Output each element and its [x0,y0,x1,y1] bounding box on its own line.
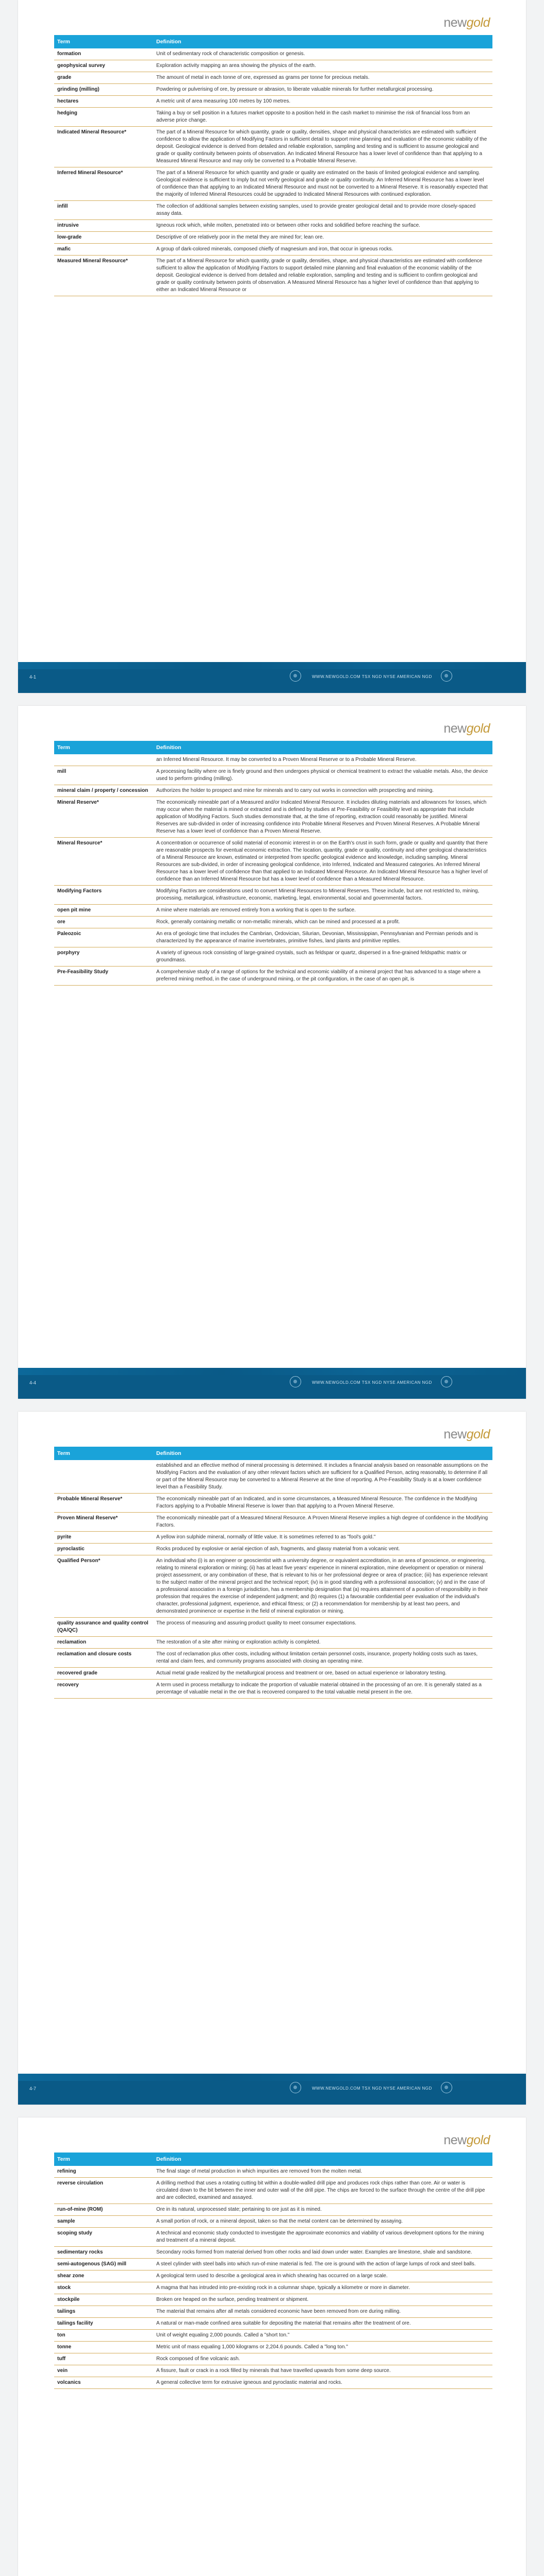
page-footer [18,662,526,693]
glossary-definition: Taking a buy or sell position in a futures market opposite to a position held in the cash market to minimise the risk of financial loss from an adverse price change. [156,110,470,123]
glossary-row [54,60,492,72]
footer-wave-decoration [18,2074,526,2081]
glossary-term: porphyry [57,950,80,956]
glossary-row [54,48,492,60]
glossary-definition: The process of measuring and assuring product quality to meet consumer expectations. [156,1620,356,1626]
glossary-term: mineral claim / property / concession [57,788,149,793]
table-body [54,48,492,296]
glossary-row [54,2178,492,2204]
glossary-definition: A geological term used to describe a geological area in which shearing has occurred on a large scale. [156,2273,388,2279]
glossary-definition: an Inferred Mineral Resource. It may be converted to a Proven Mineral Reserve or to a Probable Mineral Reserve. [156,757,417,762]
glossary-term: Probable Mineral Reserve* [57,1496,123,1502]
glossary-row [54,108,492,127]
glossary-term: grade [57,75,72,80]
glossary-term: reclamation [57,1639,87,1645]
glossary-row [54,766,492,785]
glossary-row [54,797,492,838]
glossary-definition: A variety of igneous rock consisting of large-grained crystals, such as feldspar or quartz, dispersed in a fine-grained feldspathic matrix or groundmass. [156,950,467,963]
glossary-term: tailings [57,2309,76,2314]
glossary-term: vein [57,2368,68,2374]
glossary-row [54,1544,492,1555]
glossary-row [54,838,492,886]
glossary-term: stock [57,2285,71,2291]
document-page-1 [18,0,526,693]
glossary-row [54,2216,492,2228]
glossary-term: pyrite [57,1534,72,1540]
footer-url: WWW.NEWGOLD.COM TSX NGD NYSE AMERICAN NGD [312,2086,432,2091]
glossary-definition: Broken ore heaped on the surface, pending treatment or shipment. [156,2297,309,2302]
glossary-row [54,2247,492,2259]
glossary-definition: Metric unit of mass equaling 1,000 kilograms or 2,204.6 pounds. Called a "long ton." [156,2344,348,2350]
glossary-definition: A concentration or occurrence of solid material of economic interest in or on the Earth's crust in such form, grade or quality and quantity that there are reasonable prospects for eventual economic extraction. The location, quantity, grade or quality, continuity and other geological characteristics of a Mineral Resource are known, estimated or interpreted from specific geological evidence and knowledge, including sampling. Mineral Resources are sub-divided, in order of increasing geological confidence, into Inferred, Indicated and Measured categories. An Inferred Mineral Resource has a lower level of confidence than that applied to an Indicated Mineral Resource. An Indicated Mineral Resource has a higher level of confidence than an Inferred Mineral Resource but has a lower level of confidence than a Measured Mineral Resource. [156,840,488,882]
glossary-definition: A comprehensive study of a range of options for the technical and economic viability of a mineral project that has advanced to a stage where a preferred mining method, in the case of underground mining, or the pit configuration, in the case of an open pit, is [156,969,481,982]
glossary-term: reverse circulation [57,2180,103,2186]
glossary-term: open pit mine [57,907,91,913]
page-number: 4-1 [29,674,37,680]
glossary-term: stockpile [57,2297,80,2302]
header-term: Term [57,744,70,751]
glossary-row [54,84,492,96]
glossary-table [54,2153,492,2389]
glossary-row [54,96,492,108]
glossary-term: semi-autogenous (SAG) mill [57,2261,126,2267]
glossary-definition: A mine where materials are removed entirely from a working that is open to the surface. [156,907,356,913]
glossary-term: pyroclastic [57,1546,85,1552]
glossary-row [54,127,492,167]
header-term: Term [57,1450,70,1456]
glossary-definition: A general collective term for extrusive igneous and pyroclastic material and rocks. [156,2380,342,2385]
glossary-definition: A magma that has intruded into pre-existing rock in a columnar shape, typically a kilometre or more in diameter. [156,2285,410,2291]
footer-url: WWW.NEWGOLD.COM TSX NGD NYSE AMERICAN NGD [312,1380,432,1385]
glossary-definition: Modifying Factors are considerations used to convert Mineral Resources to Mineral Reserves. These include, but are not restricted to, mining, processing, metallurgical, infrastructure, economic, marketing, legal, environmental, social and governmental factors. [156,888,480,901]
glossary-term: Pre-Feasibility Study [57,969,108,975]
table-header [54,2153,492,2166]
glossary-definition: A natural or man-made confined area suitable for depositing the material that remains after the treatment of ore. [156,2320,411,2326]
glossary-row [54,2306,492,2318]
glossary-row [54,244,492,256]
page-footer [18,1368,526,1399]
glossary-term: geophysical survey [57,63,105,69]
table-header [54,1447,492,1460]
table-body [54,1460,492,1699]
glossary-term: tailings facility [57,2320,93,2326]
glossary-row [54,1460,492,1494]
glossary-term: mafic [57,246,71,252]
glossary-term: ton [57,2332,65,2338]
glossary-definition: A yellow iron sulphide mineral, normally of little value. It is sometimes referred to as "fool's gold." [156,1534,376,1540]
glossary-row [54,1513,492,1532]
glossary-term: Indicated Mineral Resource* [57,129,126,135]
glossary-term: hedging [57,110,77,116]
glossary-term: recovered grade [57,1670,97,1676]
glossary-term: Qualified Person* [57,1558,101,1564]
glossary-term: intrusive [57,223,79,228]
glossary-term: refining [57,2168,76,2174]
glossary-row [54,1532,492,1544]
glossary-definition: A small portion of rock, or a mineral deposit, taken so that the metal content can be determined by assaying. [156,2218,403,2224]
glossary-row [54,754,492,766]
glossary-row [54,2342,492,2353]
document-page-3 [18,1412,526,2105]
glossary-definition: The part of a Mineral Resource for which quantity, grade or quality, densities, shape and physical characteristics are estimated with sufficient confidence to allow the application of Modifying Factors in sufficient detail to support mine planning and evaluation of the economic viability of the deposit. Geological evidence is derived from detailed and reliable exploration, sampling and testing and is sufficient to assume geological and grade or quality continuity between points of observation. An Indicated Mineral Resource has a lower level of confidence than that applying to a Measured Mineral Resource and may only be converted to a Probable Mineral Reserve. [156,129,487,164]
glossary-row [54,201,492,220]
glossary-term: tonne [57,2344,72,2350]
glossary-row [54,785,492,797]
glossary-definition: Powdering or pulverising of ore, by pressure or abrasion, to liberate valuable minerals for further metallurgical processing. [156,87,434,92]
header-term: Term [57,2156,70,2162]
decorative-circle-icon [441,2082,452,2093]
newgold-logo: newgold [443,15,490,30]
header-definition: Definition [156,2156,182,2162]
glossary-term: quality assurance and quality control (QA/QC) [57,1620,149,1633]
glossary-term: Inferred Mineral Resource* [57,170,123,176]
newgold-logo: newgold [443,1427,490,1442]
newgold-logo: newgold [443,2133,490,2147]
document-page-2 [18,706,526,1399]
glossary-row [54,2259,492,2270]
glossary-row [54,1680,492,1699]
glossary-definition: Secondary rocks formed from material derived from other rocks and laid down under water. Examples are limestone, shale and sandstone. [156,2249,472,2255]
glossary-definition: The economically mineable part of an Indicated, and in some circumstances, a Measured Mineral Resource. The confidence in the Modifying Factors applying to a Probable Mineral Reserve is lower than that applying to a Proven Mineral Reserve. [156,1496,477,1509]
page-footer [18,2074,526,2105]
glossary-row [54,2330,492,2342]
glossary-definition: A group of dark-colored minerals, composed chiefly of magnesium and iron, that occur in igneous rocks. [156,246,393,252]
glossary-row [54,2365,492,2377]
glossary-definition: A term used in process metallurgy to indicate the proportion of valuable material obtained in the processing of an ore. It is generally stated as a percentage of valuable metal in the ore that is recovered compared to the total valuable metal present in the ore. [156,1682,482,1695]
table-body [54,754,492,986]
header-definition: Definition [156,39,182,45]
glossary-term: ore [57,919,65,925]
glossary-row [54,2270,492,2282]
glossary-row [54,967,492,986]
glossary-term: tuff [57,2356,66,2362]
newgold-logo: newgold [443,721,490,736]
page-number: 4-7 [29,2086,37,2091]
footer-wave-decoration [18,1368,526,1375]
glossary-term: Measured Mineral Resource* [57,258,128,264]
glossary-row [54,232,492,244]
glossary-row [54,2353,492,2365]
glossary-row [54,2228,492,2247]
glossary-term: grinding (milling) [57,87,100,92]
header-term: Term [57,39,70,45]
glossary-definition: Unit of weight equaling 2,000 pounds. Called a "short ton." [156,2332,290,2338]
glossary-definition: An era of geologic time that includes the Cambrian, Ordovician, Silurian, Devonian, Mississippian, Pennsylvanian and Permian periods and is characterized by the appearance of marine invertebrates, primitive fishes, land plants and primitive reptiles. [156,931,479,944]
glossary-definition: established and an effective method of mineral processing is determined. It includes a financial analysis based on reasonable assumptions on the Modifying Factors and the evaluation of any other relevant factors which are sufficient for a Qualified Person, acting reasonably, to determine if all or part of the Mineral Resource may be converted to a Mineral Reserve at the time of reporting. A Pre-Feasibility Study is at a lower confidence level than a Feasibility Study. [156,1463,488,1490]
glossary-term: recovery [57,1682,79,1688]
glossary-definition: The economically mineable part of a Measured and/or Indicated Mineral Resource. It includes diluting materials and allowances for losses, which may occur when the material is mined or extracted and is defined by studies at Pre-Feasibility or Feasibility level as appropriate that include application of Modifying Factors. Such studies demonstrate that, at the time of reporting, extraction could reasonably be justified. Mineral Reserves are sub-divided in order of increasing confidence into Probable Mineral Reserves and Proven Mineral Reserves. A Probable Mineral Reserve has a lower level of confidence than a Proven Mineral Reserve. [156,800,487,834]
glossary-term: run-of-mine (ROM) [57,2207,103,2212]
glossary-definition: Igneous rock which, while molten, penetrated into or between other rocks and solidified before reaching the surface. [156,223,420,228]
glossary-term [54,754,152,766]
page-header [18,2117,526,2153]
footer-wave-decoration [18,662,526,669]
glossary-term: shear zone [57,2273,85,2279]
glossary-term: reclamation and closure costs [57,1651,131,1657]
document-page-4 [18,2117,526,2576]
glossary-term: low-grade [57,234,82,240]
glossary-row [54,167,492,201]
glossary-term: sample [57,2218,75,2224]
glossary-definition: Rock composed of fine volcanic ash. [156,2356,240,2362]
glossary-row [54,1555,492,1618]
glossary-definition: The material that remains after all metals considered economic have been removed from ore during milling. [156,2309,401,2314]
glossary-term: Modifying Factors [57,888,102,894]
glossary-term: sedimentary rocks [57,2249,103,2255]
glossary-definition: An individual who (i) is an engineer or geoscientist with a university degree, or equivalent accreditation, in an area of geoscience, or engineering, relating to mineral exploration or mining; (ii) has at least five years' experience in mineral exploration, mine development or operation or mineral project assessment, or any combination of these, that is relevant to his or her professional degree or area of practice; (iii) has experience relevant to the subject matter of the mineral project and the technical report; (iv) is in good standing with a professional association; (v) and in the case of a professional association in a foreign jurisdiction, has a membership designation that (a) requires attainment of a position of responsibility in their profession that requires the exercise of independent judgment; and (b) requires (1) a favourable confidential peer evaluation of the individual's character, professional judgment, experience, and ethical fitness; or (2) a recommendation for membership by at least two peers, and demonstrated prominence or expertise in the field of mineral exploration or mining. [156,1558,488,1614]
glossary-term: volcanics [57,2380,81,2385]
glossary-definition: A drilling method that uses a rotating cutting bit within a double-walled drill pipe and produces rock chips rather than core. Air or water is circulated down to the bit between the inner and outer wall of the drill pipe. The chips are forced to the surface through the centre of the drill pipe and are collected, examined and assayed. [156,2180,485,2200]
glossary-definition: A metric unit of area measuring 100 metres by 100 metres. [156,98,291,104]
glossary-definition: A fissure, fault or crack in a rock filled by minerals that have travelled upwards from some deep source. [156,2368,391,2374]
glossary-row [54,928,492,947]
glossary-definition: The part of a Mineral Resource for which quantity, grade or quality, densities, shape, and physical characteristics are estimated with confidence sufficient to allow the application of Modifying Factors to support detailed mine planning and final evaluation of the economic viability of the deposit. Geological evidence is derived from detailed and reliable exploration, sampling and testing and is sufficient to confirm geological and grade or quality continuity between points of observation. A Measured Mineral Resource has a higher level of confidence than that applying to either an Indicated Mineral Resource or [156,258,483,293]
glossary-table [54,741,492,986]
glossary-row [54,1649,492,1668]
glossary-row [54,2294,492,2306]
page-header [18,0,526,35]
header-definition: Definition [156,1450,182,1456]
globe-icon [290,2082,301,2093]
glossary-definition: A processing facility where ore is finely ground and then undergoes physical or chemical treatment to extract the valuable metals. Also, the device used to perform grinding (milling). [156,769,488,782]
glossary-definition: Rock, generally containing metallic or non-metallic minerals, which can be mined and processed at a profit. [156,919,400,925]
glossary-definition: Rocks produced by explosive or aerial ejection of ash, fragments, and glassy material from a volcanic vent. [156,1546,400,1552]
glossary-term: Paleozoic [57,931,81,937]
page-header [18,1412,526,1447]
glossary-definition: Ore in its natural, unprocessed state; pertaining to ore just as it is mined. [156,2207,322,2212]
footer-url: WWW.NEWGOLD.COM TSX NGD NYSE AMERICAN NGD [312,674,432,679]
glossary-row [54,2377,492,2389]
glossary-term: Mineral Resource* [57,840,103,846]
glossary-row [54,72,492,84]
glossary-term: hectares [57,98,79,104]
glossary-row [54,2282,492,2294]
glossary-term: scoping study [57,2230,92,2236]
glossary-row [54,220,492,232]
decorative-circle-icon [441,670,452,682]
glossary-definition: The collection of additional samples between existing samples, used to provide greater geological detail and to provide more closely-spaced assay data. [156,204,476,216]
glossary-definition: Authorizes the holder to prospect and mine for minerals and to carry out works in connection with prospecting and mining. [156,788,434,793]
glossary-row [54,1637,492,1649]
header-definition: Definition [156,744,182,751]
glossary-term [54,1460,152,1493]
glossary-definition: The restoration of a site after mining or exploration activity is completed. [156,1639,321,1645]
glossary-definition: The economically mineable part of a Measured Mineral Resource. A Proven Mineral Reserve implies a high degree of confidence in the Modifying Factors. [156,1515,488,1528]
glossary-definition: The final stage of metal production in which impurities are removed from the molten metal. [156,2168,362,2174]
glossary-table [54,35,492,296]
glossary-term: formation [57,51,81,57]
decorative-circle-icon [441,1376,452,1387]
glossary-term: infill [57,204,68,209]
glossary-definition: Unit of sedimentary rock of characteristic composition or genesis. [156,51,305,57]
glossary-definition: A steel cylinder with steel balls into which run-of-mine material is fed. The ore is ground with the action of large lumps of rock and steel balls. [156,2261,476,2267]
glossary-definition: A technical and economic study conducted to investigate the approximate economics and viability of various development options for the mining and treatment of a mineral deposit. [156,2230,484,2243]
glossary-table [54,1447,492,1699]
glossary-row [54,2166,492,2178]
glossary-definition: Exploration activity mapping an area showing the physics of the earth. [156,63,316,69]
glossary-term: Proven Mineral Reserve* [57,1515,118,1521]
glossary-row [54,1494,492,1513]
globe-icon [290,670,301,682]
glossary-term: Mineral Reserve* [57,800,99,805]
glossary-row [54,947,492,967]
table-body [54,2166,492,2389]
glossary-row [54,256,492,296]
page-number: 4-4 [29,1380,37,1385]
glossary-definition: The part of a Mineral Resource for which quantity and grade or quality are estimated on the basis of limited geological evidence and sampling. Geological evidence is sufficient to imply but not verify geological and grade or quality continuity. An Inferred Mineral Resource has a lower level of confidence than that applying to an Indicated Mineral Resource and must not be converted to a Mineral Reserve. It is reasonably expected that the majority of Inferred Mineral Resources could be upgraded to Indicated Mineral Resources with continued exploration. [156,170,488,197]
glossary-row [54,905,492,917]
glossary-definition: Actual metal grade realized by the metallurgical process and treatment or ore, based on actual experience or laboratory testing. [156,1670,447,1676]
glossary-term: mill [57,769,67,774]
glossary-definition: The amount of metal in each tonne of ore, expressed as grams per tonne for precious metals. [156,75,370,80]
glossary-row [54,1668,492,1680]
glossary-row [54,2318,492,2330]
glossary-row [54,2204,492,2216]
glossary-row [54,1618,492,1637]
glossary-row [54,917,492,928]
glossary-definition: The cost of reclamation plus other costs, including without limitation certain personnel costs, insurance, property holding costs such as taxes, rental and claim fees, and community programs associated with closing an operating mine. [156,1651,478,1664]
page-header [18,706,526,741]
glossary-row [54,886,492,905]
globe-icon [290,1376,301,1387]
table-header [54,741,492,754]
table-header [54,35,492,48]
glossary-definition: Descriptive of ore relatively poor in the metal they are mined for; lean ore. [156,234,324,240]
